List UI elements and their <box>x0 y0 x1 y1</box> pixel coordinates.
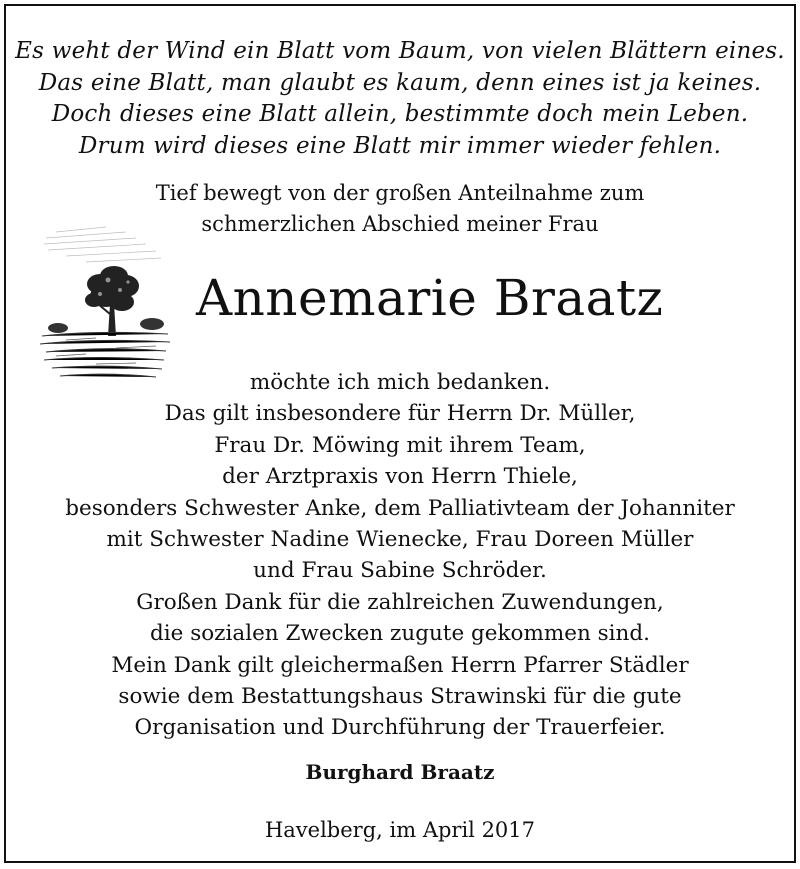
thanks-line: mit Schwester Nadine Wienecke, Frau Doreen Müller <box>106 527 694 553</box>
poem-line: Doch dieses eine Blatt allein, bestimmte doch mein Leben. <box>51 101 749 127</box>
poem-line: Es weht der Wind ein Blatt vom Baum, von vielen Blättern eines. <box>15 38 785 64</box>
poem-line: Das eine Blatt, man glaubt es kaum, denn eines ist ja keines. <box>38 69 762 96</box>
thanks-line: möchte ich mich bedanken. <box>249 370 551 395</box>
thanks-line: der Arztpraxis von Herrn Thiele, <box>222 464 578 490</box>
thanks-line: und Frau Sabine Schröder. <box>253 558 547 584</box>
poem <box>6 36 794 162</box>
intro-line: Tief bewegt von der großen Anteilnahme zum <box>155 181 645 205</box>
deceased-name: Annemarie Braatz <box>196 269 664 327</box>
thanks-line: Großen Dank für die zahlreichen Zuwendungen, <box>136 589 664 615</box>
thanks-line: die sozialen Zwecken zugute gekommen sind. <box>150 621 650 647</box>
thanks-line: besonders Schwester Anke, dem Palliativteam der Johanniter <box>65 495 735 521</box>
thanks-line: Mein Dank gilt gleichermaßen Herrn Pfarrer Städler <box>111 652 689 678</box>
intro-line: schmerzlichen Abschied meiner Frau <box>201 212 599 236</box>
obituary-notice <box>4 4 796 863</box>
thanks-line: Organisation und Durchführung der Trauerfeier. <box>134 715 666 741</box>
place-date: Havelberg, im April 2017 <box>264 818 536 842</box>
tree-landscape-icon <box>36 224 174 382</box>
signature: Burghard Braatz <box>305 760 495 784</box>
thanks-line: Das gilt insbesondere für Herrn Dr. Müller, <box>164 401 636 427</box>
thanks-line: sowie dem Bestattungshaus Strawinski für die gute <box>118 684 682 710</box>
poem-line: Drum wird dieses eine Blatt mir immer wieder fehlen. <box>78 132 722 159</box>
thanks-line: Frau Dr. Möwing mit ihrem Team, <box>214 432 586 458</box>
thanks-text <box>6 367 794 744</box>
